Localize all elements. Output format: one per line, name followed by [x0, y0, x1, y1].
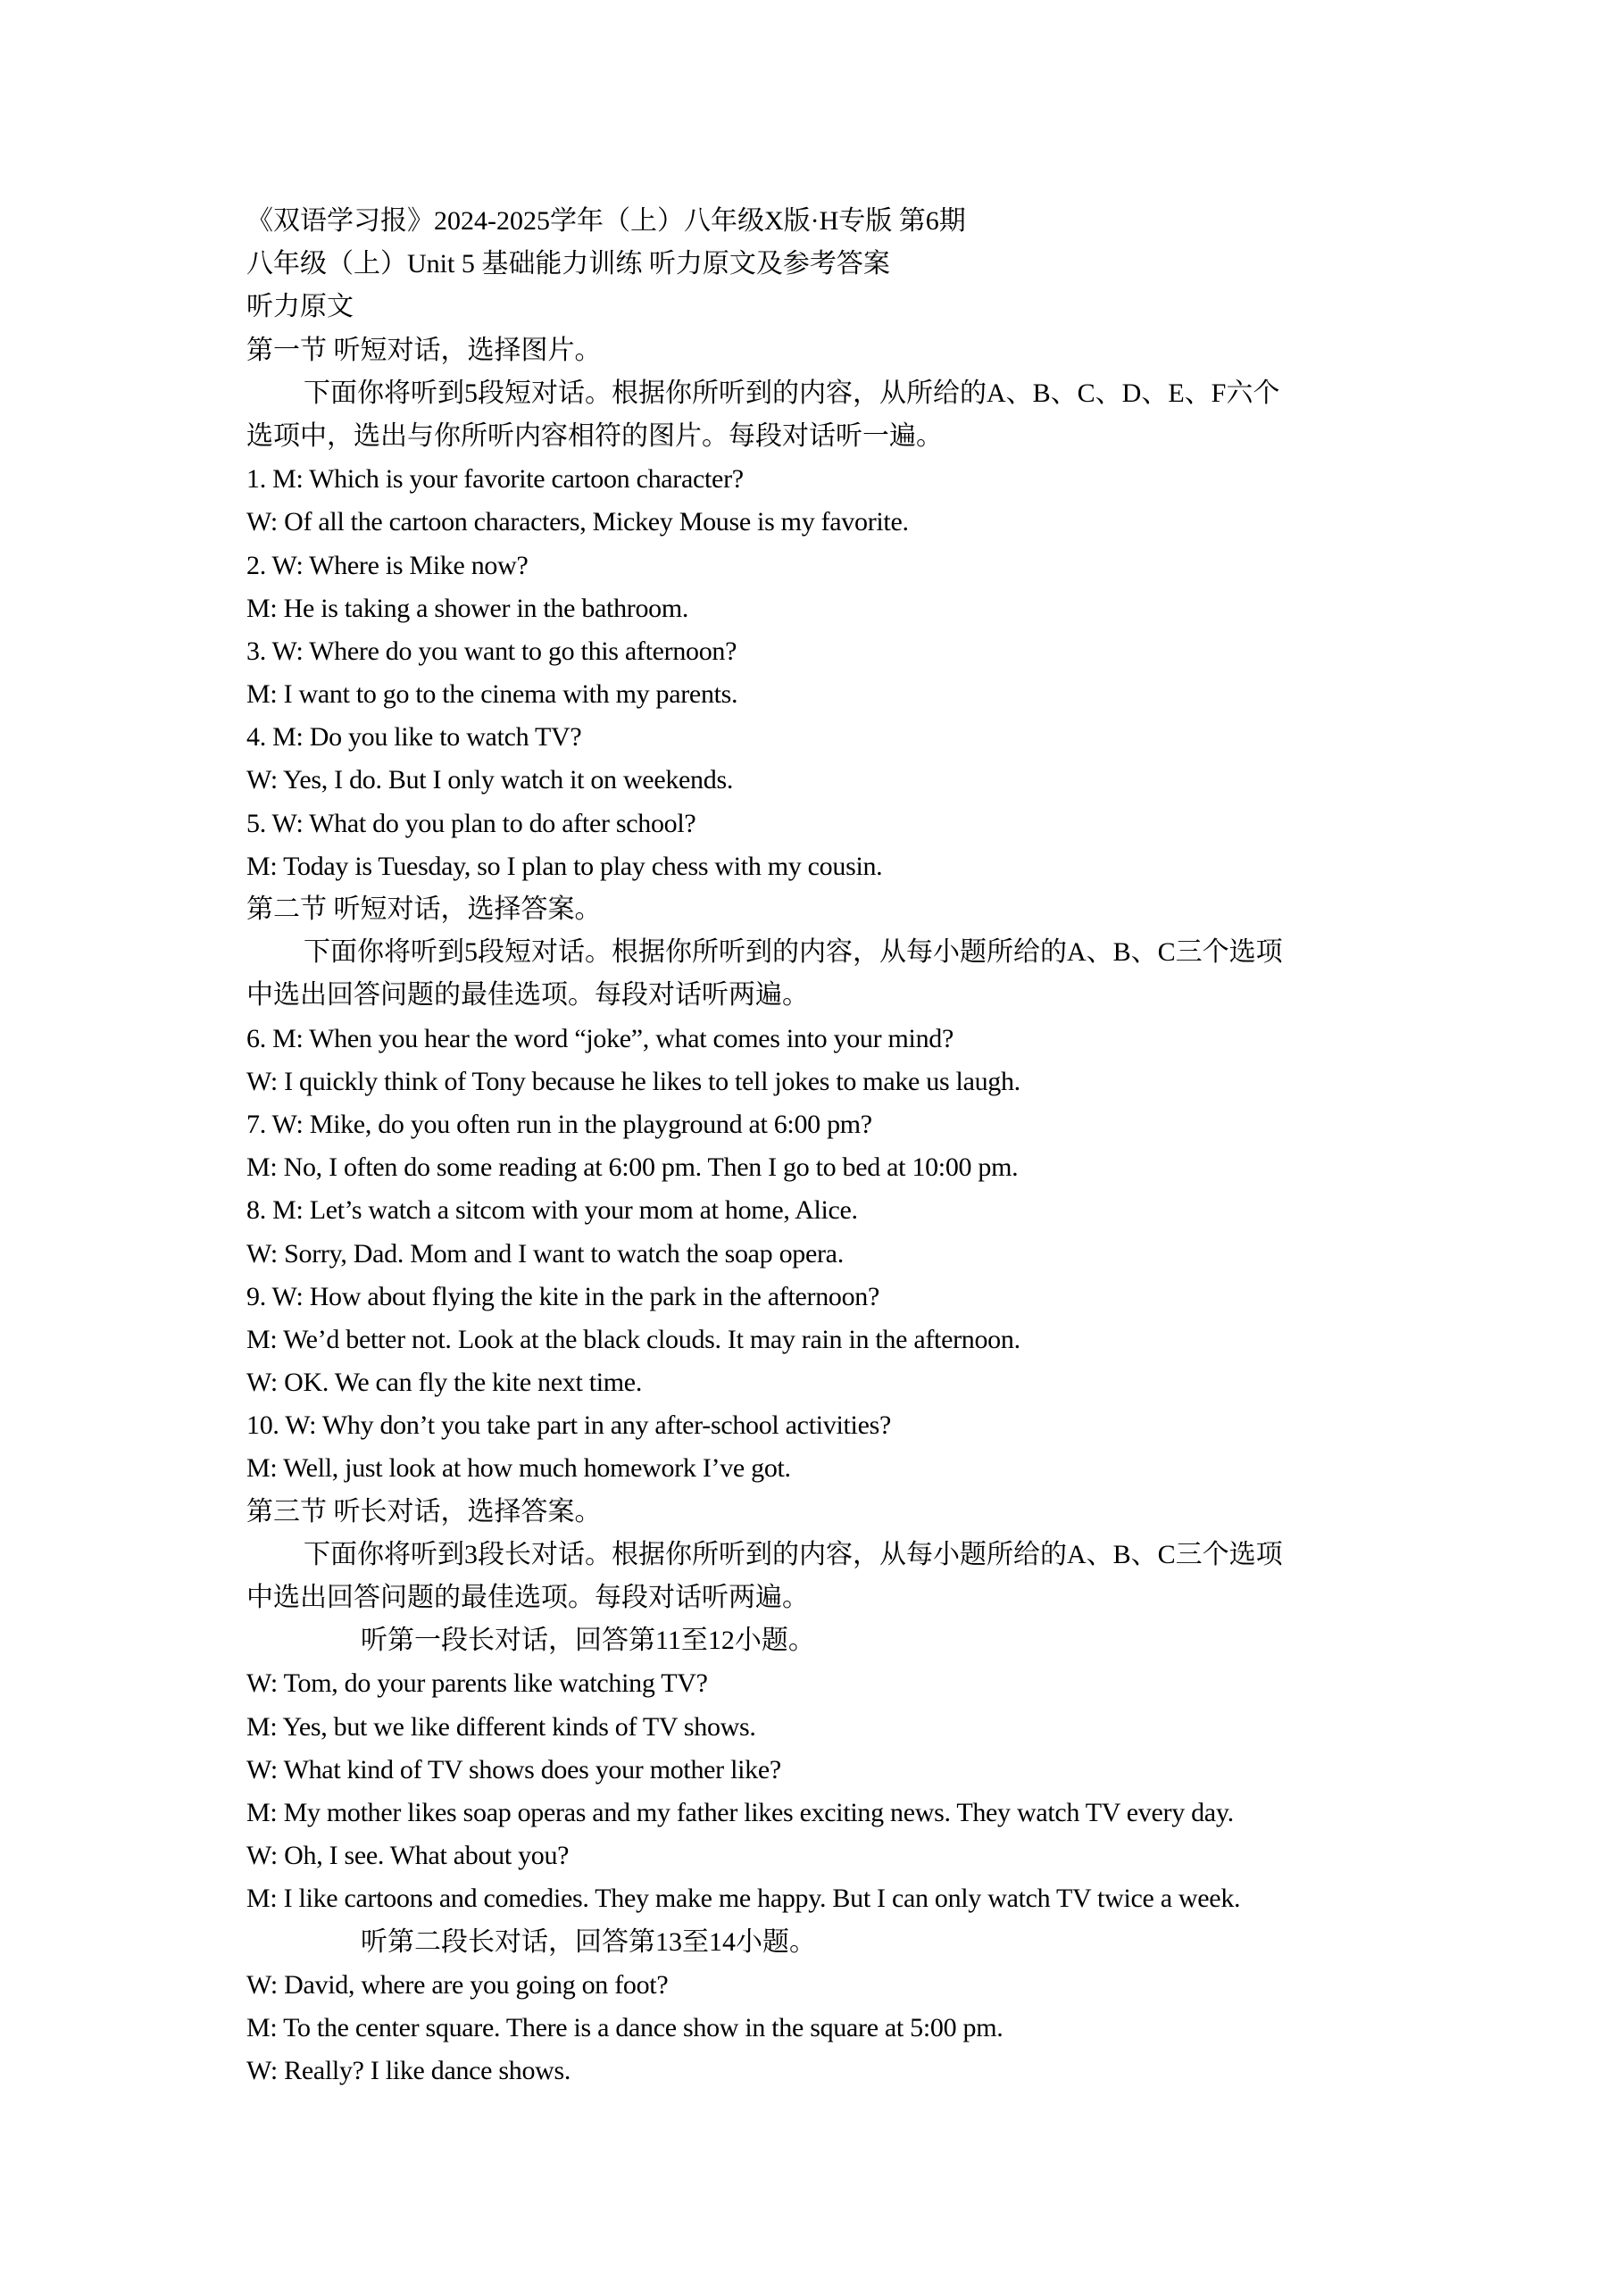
long-dialogue-1: [246, 1619, 1407, 1920]
dialogue-line: W: David, where are you going on foot?: [246, 1969, 669, 2000]
instruction-line: 中选出回答问题的最佳选项。每段对话听两遍。: [246, 1583, 809, 1612]
part-2: [246, 888, 1407, 1491]
dialogue-line: W: I quickly think of Tony because he likes to tell jokes to make us laugh.: [246, 1066, 1020, 1096]
dialogue-line: W: Sorry, Dad. Mom and I want to watch the soap opera.: [246, 1238, 844, 1269]
dialogue-intro: 听第一段长对话，回答第11至12小题。: [361, 1626, 815, 1656]
dialogue-line: W: What kind of TV shows does your mother like?: [246, 1754, 781, 1784]
document-title: 《双语学习报》2024-2025学年（上）八年级X版·H专版 第6期: [246, 206, 966, 236]
dialogue-line: 5. W: What do you plan to do after school?: [246, 808, 696, 838]
dialogue-line: M: Well, just look at how much homework I’ve got.: [246, 1453, 791, 1484]
dialogue-line: W: Yes, I do. But I only watch it on weekends.: [246, 765, 734, 795]
section-label: 听力原文: [246, 292, 354, 322]
dialogue-line: 10. W: Why don’t you take part in any after-school activities?: [246, 1410, 891, 1441]
document-subtitle: 八年级（上）Unit 5 基础能力训练 听力原文及参考答案: [246, 249, 890, 279]
dialogue-line: M: Today is Tuesday, so I plan to play chess with my cousin.: [246, 851, 883, 881]
dialogue-line: W: Tom, do your parents like watching TV?: [246, 1668, 708, 1699]
long-dialogue-2: [246, 1921, 1407, 2093]
dialogue-line: 4. M: Do you like to watch TV?: [246, 722, 582, 753]
dialogue-line: 2. W: Where is Mike now?: [246, 550, 529, 580]
dialogue-line: M: I like cartoons and comedies. They make me happy. But I can only watch TV twice a week.: [246, 1884, 1241, 1914]
dialogue-line: W: OK. We can fly the kite next time.: [246, 1368, 643, 1398]
dialogue-line: 7. W: Mike, do you often run in the playground at 6:00 pm?: [246, 1109, 872, 1139]
dialogue-line: M: I want to go to the cinema with my parents.: [246, 679, 738, 710]
dialogue-line: M: We’d better not. Look at the black clouds. It may rain in the afternoon.: [246, 1324, 1020, 1354]
dialogue-line: W: Oh, I see. What about you?: [246, 1841, 570, 1871]
dialogue-line: W: Of all the cartoon characters, Mickey Mouse is my favorite.: [246, 507, 909, 537]
dialogue-line: M: Yes, but we like different kinds of TV shows.: [246, 1711, 756, 1742]
part-1: [246, 329, 1407, 888]
instruction-line: 下面你将听到5段短对话。根据你所听到的内容，从所给的A、B、C、D、E、F六个: [304, 378, 1280, 408]
dialogue-line: W: Really? I like dance shows.: [246, 2056, 571, 2086]
dialogue-line: 3. W: Where do you want to go this afternoon?: [246, 636, 737, 666]
dialogue-line: M: No, I often do some reading at 6:00 pm. Then I go to bed at 10:00 pm.: [246, 1152, 1019, 1183]
instruction-line: 下面你将听到3段长对话。根据你所听到的内容，从每小题所给的A、B、C三个选项: [304, 1539, 1283, 1569]
part-heading: 第三节 听长对话，选择答案。: [246, 1496, 602, 1527]
part-heading: 第二节 听短对话，选择答案。: [246, 894, 602, 924]
instruction-line: 下面你将听到5段短对话。根据你所听到的内容，从每小题所给的A、B、C三个选项: [304, 937, 1283, 968]
dialogue-line: 1. M: Which is your favorite cartoon character?: [246, 464, 744, 495]
dialogue-line: M: To the center square. There is a dance show in the square at 5:00 pm.: [246, 2012, 1004, 2042]
instruction-line: 中选出回答问题的最佳选项。每段对话听两遍。: [246, 980, 809, 1011]
dialogue-line: 6. M: When you hear the word “joke”, what comes into your mind?: [246, 1023, 954, 1053]
dialogue-intro: 听第二段长对话，回答第13至14小题。: [361, 1926, 816, 1957]
dialogue-line: M: My mother likes soap operas and my father likes exciting news. They watch TV every day.: [246, 1797, 1234, 1827]
instruction-line: 选项中，选出与你所听内容相符的图片。每段对话听一遍。: [246, 420, 943, 451]
document-page: [246, 200, 1407, 2092]
part-heading: 第一节 听短对话，选择图片。: [246, 335, 602, 365]
part-3: [246, 1491, 1407, 2093]
dialogue-line: 9. W: How about flying the kite in the park in the afternoon?: [246, 1281, 880, 1311]
dialogue-line: 8. M: Let’s watch a sitcom with your mom at home, Alice.: [246, 1195, 858, 1226]
dialogue-line: M: He is taking a shower in the bathroom.: [246, 593, 689, 623]
